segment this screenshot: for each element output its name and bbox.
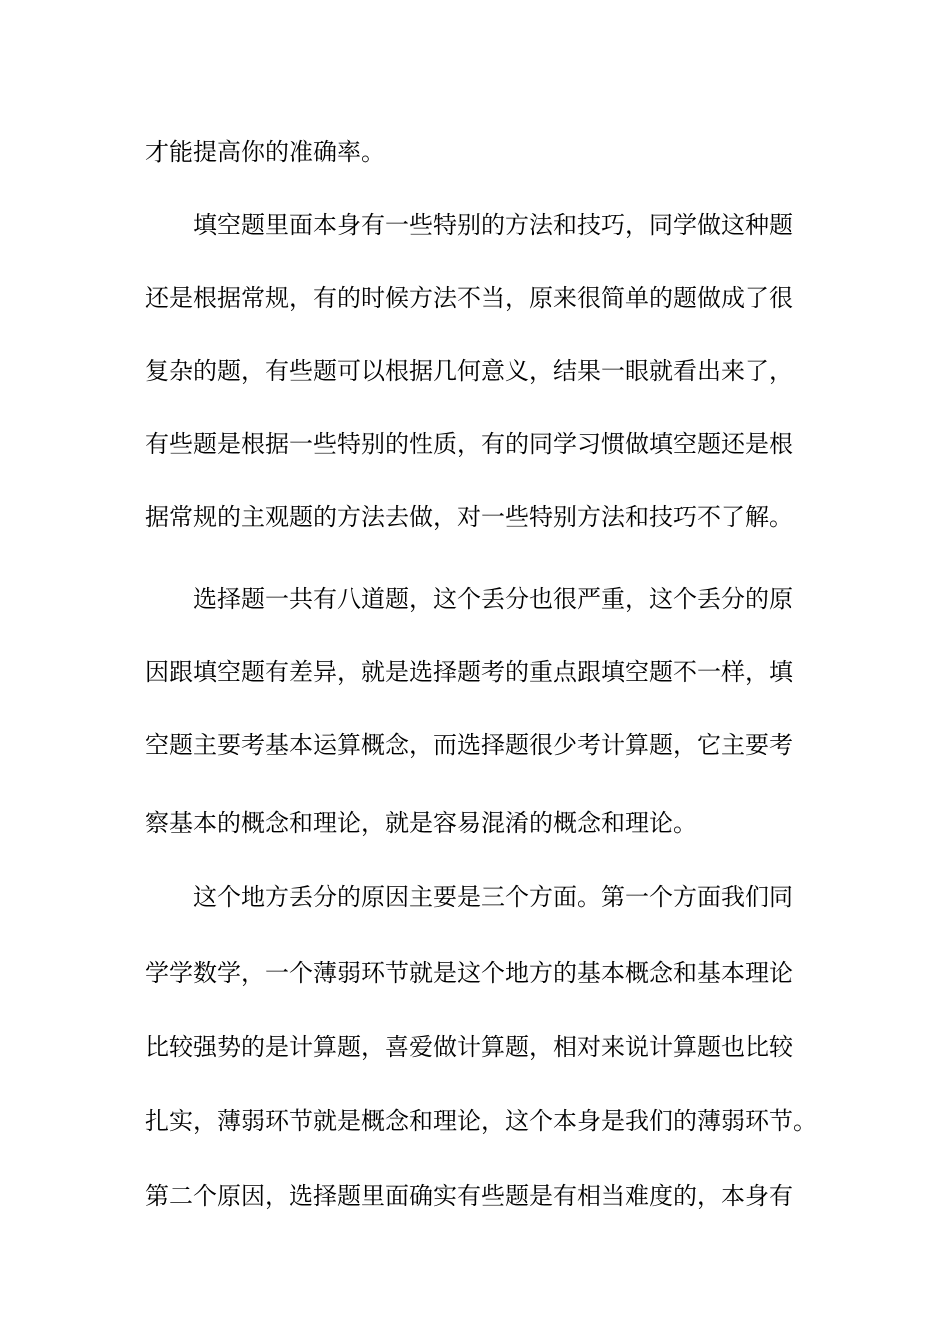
paragraph-first-line: 这个地方丢分的原因主要是三个方面。第一个方面我们同: [193, 883, 793, 911]
paragraph-first-line: 填空题里面本身有一些特别的方法和技巧，同学做这种题: [193, 211, 793, 239]
text-line: 察基本的概念和理论，就是容易混淆的概念和理论。: [145, 809, 697, 837]
text-line: 扎实，薄弱环节就是概念和理论，这个本身是我们的薄弱环节。: [145, 1107, 817, 1135]
text-line: 空题主要考基本运算概念，而选择题很少考计算题，它主要考: [145, 731, 793, 759]
text-line: 复杂的题，有些题可以根据几何意义，结果一眼就看出来了，: [145, 357, 793, 385]
text-line: 据常规的主观题的方法去做，对一些特别方法和技巧不了解。: [145, 503, 793, 531]
text-line: 才能提高你的准确率。: [145, 138, 385, 166]
text-line: 有些题是根据一些特别的性质，有的同学习惯做填空题还是根: [145, 430, 793, 458]
text-line: 学学数学，一个薄弱环节就是这个地方的基本概念和基本理论: [145, 959, 793, 987]
text-line: 第二个原因，选择题里面确实有些题是有相当难度的，本身有: [145, 1182, 793, 1210]
text-line: 比较强势的是计算题，喜爱做计算题，相对来说计算题也比较: [145, 1033, 793, 1061]
text-line: 因跟填空题有差异，就是选择题考的重点跟填空题不一样，填: [145, 658, 793, 686]
text-line: 还是根据常规，有的时候方法不当，原来很简单的题做成了很: [145, 284, 793, 312]
paragraph-first-line: 选择题一共有八道题，这个丢分也很严重，这个丢分的原: [193, 585, 793, 613]
